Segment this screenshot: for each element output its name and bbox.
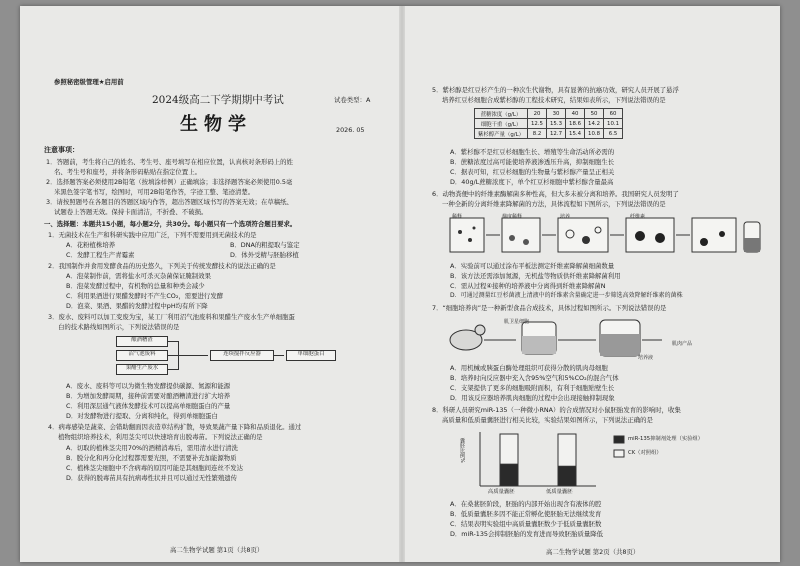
question-stem: 白的技术路线如图所示，下列说法错误的是	[58, 323, 180, 331]
table-cell: 细胞干重（g/L）	[475, 119, 528, 129]
option-b: B．培养时向反应器中充入含95%空气和5%CO₂的混合气体	[450, 374, 619, 382]
subject-title: 生物学	[180, 114, 252, 135]
flow-arrow	[178, 355, 208, 356]
page-two	[406, 6, 780, 562]
table-cell: 18.6	[566, 119, 585, 129]
page-footer: 高二生物学试题 第1页（共8页）	[170, 546, 264, 554]
diagram-label: 培养液	[638, 355, 654, 361]
option-b: B．该方法还需添加氮源，无机盐等物质供纤维素降解菌利用	[450, 272, 621, 280]
question-stem: 5．紫杉醇是红豆杉产生的一种次生代谢物，具有显著的抗癌功效，研究人员开展了悬浮	[432, 86, 679, 94]
page-one	[20, 6, 398, 562]
table-cell: 8.2	[527, 129, 546, 139]
option-c: C．利用果酒进行果醋发酵时不产生CO₂，需要进行发酵	[66, 292, 224, 300]
option-d: D．miR-135会抑制胚胎的发育进而导致胚胎质量降低	[450, 530, 604, 538]
page-gutter	[399, 6, 405, 562]
legend-ctrl: CK（对照组）	[628, 450, 662, 456]
notice-line: 名、考生号和座号，并将条形码粘贴在指定位置上。	[54, 168, 201, 176]
bar-exp-1	[558, 466, 576, 486]
option-a: A．用机械或胰蛋白酶处理组织可获得分散的肌肉母细胞	[450, 364, 608, 372]
notice-line: 1．答题前，考生将自己的姓名、考生号、座号填写在相应位置，认真核对条形码上的姓	[46, 158, 293, 166]
table-row	[475, 129, 623, 139]
question-stem: 6．动物粪便中的纤维素酶解菌多种性高，但大多未被分离和培养。我国研究人员发明了	[432, 190, 679, 198]
diagram-label: 肌肉产品	[672, 341, 693, 347]
option-a: A．紫杉醇不是红豆杉细胞生长、增殖等生命活动所必需的	[450, 148, 615, 156]
table-cell: 50	[585, 109, 604, 119]
option-d: D．获得的脱毒苗具有抗病毒性状并且可以通过无性繁殖遗传	[66, 474, 238, 482]
option-c: C．植株茎尖细胞中不含病毒的原因可能是其细胞间连丝不发达	[66, 464, 244, 472]
flow-box-biogas: 沼气池废料	[116, 350, 168, 361]
table-cell: 紫杉醇产量（g/L）	[475, 129, 528, 139]
diagram-label: 梯度稀释	[502, 214, 523, 220]
flow-arrow	[274, 355, 284, 356]
table-cell: 12.7	[547, 129, 566, 139]
legend-swatch-ctrl	[614, 450, 624, 457]
question-stem: 8．科研人员研究miR-135（一种微小RNA）的合成情况对小鼠胚胎发育的影响时，收集	[432, 406, 681, 414]
option-d: D．对发酵物进行提取、分离和纯化，得到单细胞蛋白	[66, 412, 218, 420]
flow-connector	[168, 369, 178, 370]
diagram-label: 培养	[560, 214, 571, 220]
notice-line: 试题卷上答题无效。保持卡面清洁，不折叠、不破损。	[54, 208, 208, 216]
option-b: B．低质量囊胚多因不能正常孵化使胚胎无法继续发育	[450, 510, 602, 518]
diagram-label: 肌卫星细胞	[504, 319, 530, 325]
paper-type: 试卷类型：A	[334, 96, 371, 104]
exam-paper	[20, 6, 780, 562]
isolation-process-diagram	[446, 212, 766, 258]
bar-ctrl-1	[558, 434, 576, 466]
flow-box-residue: 酿酒糟渣	[116, 336, 168, 347]
legend-exp: miR-135抑制剂处理（实验组）	[628, 436, 704, 442]
exam-date: 2026. 05	[336, 126, 365, 134]
option-b: B．蔗糖浓度过高可能使培养液渗透压升高，抑制细胞生长	[450, 158, 615, 166]
option-b: B．脱分化和再分化过程都需要光照，不需要补充加能源物质	[66, 454, 237, 462]
option-a: A．花粉植株培养	[66, 241, 116, 249]
flow-connector	[168, 355, 178, 356]
option-d: D．可通过测量红豆杉菌液上清液中的纤维素含量确定进一步筛选高效降解纤维素的菌株	[450, 292, 683, 299]
option-d: D．泡菜、果酒、果醋的发酵过程中pH均有所下降	[66, 302, 208, 310]
table-cell: 14.2	[585, 119, 604, 129]
option-a: A．实验前可以通过涂布平板法测定纤维素降解菌细菌数量	[450, 262, 615, 270]
table-cell: 6.5	[604, 129, 623, 139]
question-stem: 一种全新的分离纤维素降解菌的方法，具体流程如下图所示，下列说法错误的是	[442, 200, 666, 208]
option-a: A．在桑葚胚阶段，胚胎的内部开始出现含有液体的腔	[450, 500, 602, 508]
section-heading: 一、选择题：本题共15小题，每小题2分，共30分。每小题只有一个选项符合题目要求。	[44, 220, 297, 228]
option-d: D．用该反应器培养肌肉细胞的过程中会出现接触抑制现象	[450, 394, 615, 402]
legend-swatch-exp	[614, 436, 624, 443]
option-d: D．体外受精与胚胎移植	[230, 251, 299, 259]
table-cell: 15.3	[547, 119, 566, 129]
notice-heading: 注意事项：	[44, 146, 79, 154]
question-stem: 2．我国制作并食用发酵食品的历史悠久，下列关于传统发酵技术的说法正确的是	[48, 262, 276, 270]
table-cell: 40	[566, 109, 585, 119]
option-c: C．需从过程④接种的培养液中分离得到纤维素降解菌N	[450, 282, 606, 290]
option-d: D．40g/L蔗糖浓度下，单个红豆杉细胞中紫杉醇含量最高	[450, 178, 614, 186]
chart-ylabel: 囊胚比例%	[459, 438, 465, 463]
option-c: C．发酵工程生产青霉素	[66, 251, 135, 259]
option-b: B．泡菜发酵过程中，有机物的总量和种类会减少	[66, 282, 205, 290]
option-a: A．泡菜制作前，需将盐水可杀灭杂菌保证腌制效果	[66, 272, 211, 280]
question-stem: 高质量和低质量囊胚进行相关比较，实验结果如图所示，下列说法正确的是	[442, 416, 653, 424]
option-a: A．切取的植株茎尖用70%的酒精消毒后，需用清水进行清洗	[66, 444, 238, 452]
option-a: A．废水、废料等可以为微生物发酵提供碳源、氮源和能源	[66, 382, 231, 390]
confidential-note: 参照秘密级管理★启用前	[54, 78, 124, 86]
notice-line: 3．请按照题号在各题目的答题区域内作答，超出答题区域书写的答案无效；在草稿纸、	[46, 198, 293, 206]
table-cell: 蔗糖浓度（g/L）	[475, 109, 528, 119]
question-stem: 4．病毒感染是蔬菜、会错助翻面因表造草结构扩散，导致果蔬产量下降和品质退化。通过	[48, 423, 302, 431]
option-b: B．为增加发酵周期，接种前需要对酿酒糟渣进行扩大培养	[66, 392, 231, 400]
option-c: C．结果表明实验组中高质量囊胚数少于低质量囊胚数	[450, 520, 602, 528]
table-cell: 10.8	[585, 129, 604, 139]
notice-line: 米黑色签字笔书写，绘图时，可用2B铅笔作答，字迹工整、笔迹清楚。	[54, 188, 255, 196]
table-cell: 60	[604, 109, 623, 119]
page-footer: 高二生物学试题 第2页（共8页）	[546, 548, 640, 556]
table-cell: 15.4	[566, 129, 585, 139]
sucrose-table	[474, 108, 623, 139]
question-stem: 7．“细胞培养肉”是一种新型食品合成技术，具体过程如图所示。下列说法错误的是	[432, 304, 667, 312]
question-stem: 3．废水、废料可以加工变废为宝，某工厂利用沼气池废料和果醋生产废水生产单细胞蛋	[48, 313, 295, 321]
flow-box-wastewater: 果醋生产废水	[116, 364, 168, 375]
notice-line: 2．选择题答案必须使用2B铅笔（按填涂样例）正确填涂；非选择题答案必须使用0.5毫	[46, 178, 293, 186]
flow-box-protein: 单细胞蛋白	[286, 350, 336, 361]
table-row	[475, 109, 623, 119]
x-tick-label: 高质量囊胚	[488, 489, 515, 495]
cultured-meat-diagram	[446, 316, 666, 358]
option-b: B．DNA的粗提取与鉴定	[230, 241, 300, 249]
exam-title: 2024级高二下学期期中考试	[152, 94, 284, 106]
flow-connector	[168, 341, 178, 342]
diagram-label: 纤维素	[630, 214, 646, 220]
option-c: C．利用深层通气液体发酵技术可以提高单细胞蛋白的产量	[66, 402, 231, 410]
table-row	[475, 119, 623, 129]
flow-box-reactor: 连续搅拌反应器	[210, 350, 274, 361]
question-stem: 1．无菌技术在生产和科研实践中应用广泛，下列不需要用到无菌技术的是	[48, 231, 257, 239]
table-cell: 20	[527, 109, 546, 119]
diagram-label: 稀释	[452, 214, 463, 220]
table-cell: 30	[547, 109, 566, 119]
table-cell: 12.5	[527, 119, 546, 129]
bar-ctrl-0	[500, 434, 518, 464]
option-c: C．据表可知，红豆杉细胞的生物量与紫杉醇产量呈正相关	[450, 168, 615, 176]
question-stem: 植物组织培养技术，利用茎尖可以快速培育出脱毒苗。下列说法正确的是	[58, 433, 263, 441]
bar-exp-0	[500, 464, 518, 486]
question-stem: 培养红豆杉细胞合成紫杉醇的工程技术研究，结果如表所示，下列说法错误的是	[442, 96, 666, 104]
option-c: C．支架提供了更多的细胞吸附面积，有利于细胞贴壁生长	[450, 384, 615, 392]
x-tick-label: 低质量囊胚	[546, 489, 573, 495]
table-cell: 10.1	[604, 119, 623, 129]
